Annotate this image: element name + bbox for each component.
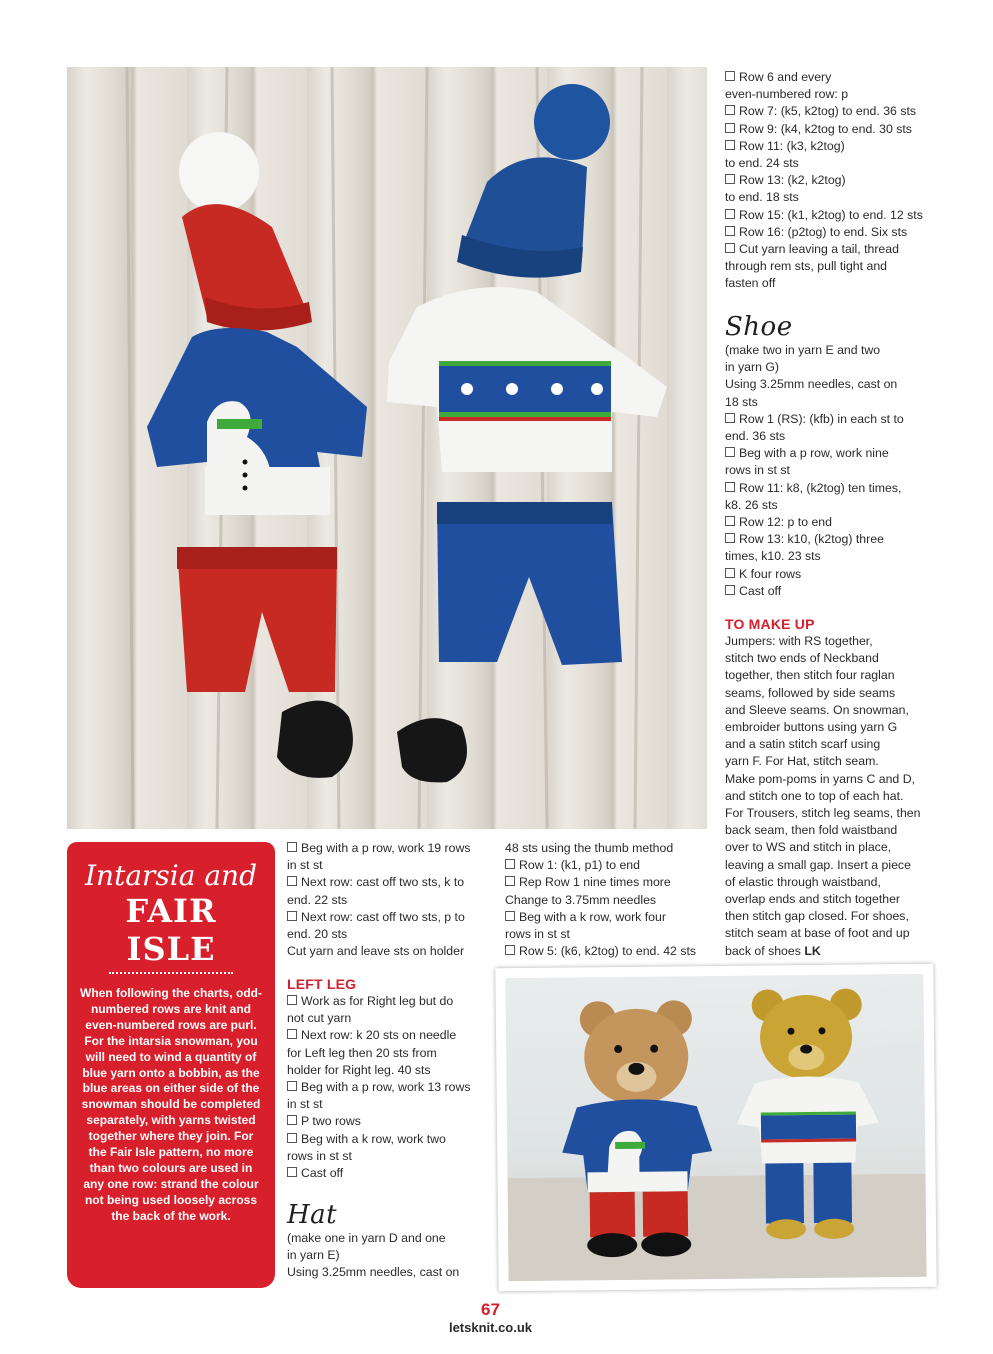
paragraph-line: and stitch one to top of each hat. bbox=[725, 788, 904, 803]
black-shoes bbox=[277, 701, 467, 783]
list-item: Row 1: (k1, p1) to end bbox=[505, 857, 720, 874]
list-item: Row 9: (k4, k2tog to end. 30 sts bbox=[725, 121, 955, 138]
list-item: Beg with a p row, work 13 rows bbox=[287, 1079, 492, 1096]
list-item: Next row: cast off two sts, k to bbox=[287, 874, 492, 891]
list-item: Cast off bbox=[725, 583, 960, 600]
list-item: Row 13: (k2, k2tog) bbox=[725, 172, 955, 189]
list-item: Row 11: (k3, k2tog) bbox=[725, 138, 955, 155]
list-item: Row 6 and every bbox=[725, 69, 955, 86]
paragraph-line: yarn F. For Hat, stitch seam. bbox=[725, 754, 879, 769]
paragraph-line: over to WS and stitch in place, bbox=[725, 840, 892, 855]
paragraph-line: overlap ends and stitch together bbox=[725, 892, 901, 907]
list-item: holder for Right leg. 40 sts bbox=[287, 1062, 431, 1077]
list-item: in st st bbox=[287, 1097, 323, 1112]
list-item: k8. 26 sts bbox=[725, 497, 778, 512]
list-item: Row 1 (RS): (kfb) in each st to bbox=[725, 411, 960, 428]
list-item: (make one in yarn D and one bbox=[287, 1231, 446, 1245]
paragraph-line: together, then stitch four raglan bbox=[725, 668, 895, 683]
list-item: in st st bbox=[287, 858, 323, 873]
page-number: 67 bbox=[481, 1300, 500, 1319]
paragraph-line: stitch seam at base of foot and up bbox=[725, 926, 910, 941]
knitted-clothes-illustration bbox=[67, 67, 707, 829]
list-item: Row 7: (k5, k2tog) to end. 36 sts bbox=[725, 103, 955, 120]
bears-photo-image bbox=[505, 974, 926, 1281]
site-url: letsknit.co.uk bbox=[448, 1320, 533, 1335]
left-leg-section bbox=[287, 975, 492, 1182]
red-hat bbox=[179, 132, 312, 331]
teddy-bears-illustration bbox=[505, 974, 926, 1281]
list-item: fasten off bbox=[725, 276, 776, 291]
list-item: Next row: k 20 sts on needle bbox=[287, 1027, 492, 1044]
blue-trousers bbox=[437, 502, 622, 665]
paragraph-line: leaving a small gap. Insert a piece bbox=[725, 857, 911, 872]
list-item: Row 13: k10, (k2tog) three bbox=[725, 531, 960, 548]
paragraph-line: stitch two ends of Neckband bbox=[725, 651, 879, 666]
list-item: rows in st st bbox=[505, 927, 570, 942]
list-item: Beg with a k row, work two bbox=[287, 1131, 492, 1148]
paragraph-line: of elastic through waistband, bbox=[725, 874, 881, 889]
list-item: Beg with a k row, work four bbox=[505, 909, 720, 926]
list-item: to end. 24 sts bbox=[725, 156, 799, 171]
list-item: Beg with a p row, work 19 rows bbox=[287, 840, 492, 857]
paragraph-line: then stitch gap closed. For shoes, bbox=[725, 909, 909, 924]
list-item: Rep Row 1 nine times more bbox=[505, 874, 720, 891]
list-item: Row 11: k8, (k2tog) ten times, bbox=[725, 480, 960, 497]
last-line-text: back of shoes bbox=[725, 943, 801, 958]
tip-box-title-line1: Intarsia and bbox=[85, 859, 257, 892]
paragraph-line: Jumpers: with RS together, bbox=[725, 634, 873, 648]
fair-isle-jumper bbox=[387, 287, 667, 472]
list-item: Beg with a p row, work nine bbox=[725, 445, 960, 462]
bears-photo bbox=[495, 964, 936, 1292]
list-item: not cut yarn bbox=[287, 1011, 352, 1026]
shoe-section bbox=[725, 312, 960, 600]
list-item: Row 15: (k1, k2tog) to end. 12 sts bbox=[725, 207, 955, 224]
left-leg-heading: LEFT LEG bbox=[287, 976, 357, 992]
hat-heading: Hat bbox=[287, 1200, 338, 1230]
list-item: times, k10. 23 sts bbox=[725, 549, 821, 564]
sign-off: LK bbox=[804, 943, 821, 958]
tip-box-body: When following the charts, odd-numbered rows are knit and even-numbered rows are purl. For the intarsia snowman, you will need to wind a quantity of blue yarn onto a bobbin, as the blue areas on either side of the snowman should be completed separately, with yarns twisted together where they join. For the Fair Isle pattern, no more than two colours are used in any one row: strand the colour not being used loosely across the back of the work. bbox=[80, 986, 262, 1223]
dotted-divider bbox=[109, 972, 233, 974]
list-item: 48 sts using the thumb method bbox=[505, 841, 674, 855]
list-item: Cut yarn leaving a tail, thread bbox=[725, 241, 955, 258]
blue-hat bbox=[457, 84, 610, 278]
list-item: Work as for Right leg but do bbox=[287, 993, 492, 1010]
paragraph-line: back seam, then fold waistband bbox=[725, 823, 898, 838]
hat-decrease-rows bbox=[725, 69, 955, 293]
list-item: Using 3.25mm needles, cast on bbox=[725, 377, 898, 392]
tip-box-title-line2: FAIR ISLE bbox=[125, 892, 217, 968]
list-item: Row 5: (k6, k2tog) to end. 42 sts bbox=[505, 943, 720, 960]
list-item: Change to 3.75mm needles bbox=[505, 892, 657, 907]
hat-continued bbox=[505, 840, 720, 960]
list-item: even-numbered row: p bbox=[725, 87, 849, 102]
list-item: to end. 18 sts bbox=[725, 190, 799, 205]
list-item: (make two in yarn E and two bbox=[725, 343, 881, 357]
list-item: for Left leg then 20 sts from bbox=[287, 1045, 437, 1060]
list-item: P two rows bbox=[287, 1113, 492, 1130]
hat-section bbox=[287, 1200, 492, 1282]
paragraph-line: Make pom-poms in yarns C and D, bbox=[725, 771, 915, 786]
list-item: end. 22 sts bbox=[287, 892, 348, 907]
make-up-section bbox=[725, 615, 965, 960]
list-item: Row 16: (p2tog) to end. Six sts bbox=[725, 224, 955, 241]
paragraph-line: embroider buttons using yarn G bbox=[725, 720, 898, 735]
list-item: Cut yarn and leave sts on holder bbox=[287, 944, 465, 959]
list-item: Cast off bbox=[287, 1165, 492, 1182]
list-item: in yarn G) bbox=[725, 360, 779, 375]
list-item: Row 12: p to end bbox=[725, 514, 960, 531]
right-leg-continued bbox=[287, 840, 492, 960]
list-item: end. 36 sts bbox=[725, 429, 786, 444]
shoe-heading: Shoe bbox=[725, 312, 793, 342]
make-up-heading: TO MAKE UP bbox=[725, 616, 815, 632]
red-trousers bbox=[177, 547, 337, 692]
list-item: rows in st st bbox=[287, 1148, 352, 1163]
list-item: end. 20 sts bbox=[287, 927, 348, 942]
list-item: 18 sts bbox=[725, 394, 758, 409]
list-item: Using 3.25mm needles, cast on bbox=[287, 1265, 460, 1280]
list-item: through rem sts, pull tight and bbox=[725, 259, 887, 274]
paragraph-line: and a satin stitch scarf using bbox=[725, 737, 881, 752]
list-item: in yarn E) bbox=[287, 1248, 340, 1263]
intarsia-fair-isle-tip-box bbox=[67, 842, 275, 1288]
paragraph-line: seams, followed by side seams bbox=[725, 685, 896, 700]
list-item: rows in st st bbox=[725, 463, 790, 478]
paragraph-line: For Trousers, stitch leg seams, then bbox=[725, 806, 921, 821]
list-item: K four rows bbox=[725, 566, 960, 583]
list-item: Next row: cast off two sts, p to bbox=[287, 909, 492, 926]
main-photo-knitted-doll-clothes bbox=[67, 67, 707, 829]
paragraph-line bbox=[725, 943, 965, 960]
paragraph-line: and Sleeve seams. On snowman, bbox=[725, 702, 909, 717]
